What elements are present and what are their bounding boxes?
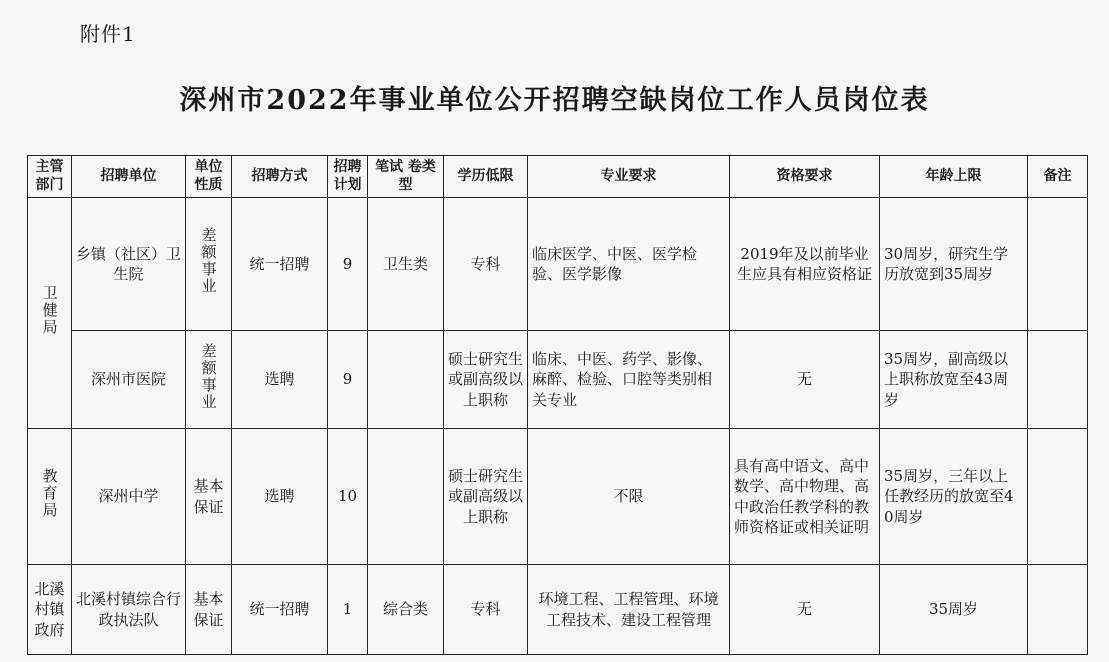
header-dept: 主管部门 — [28, 156, 72, 198]
cell-plan: 10 — [328, 429, 368, 565]
cell-age: 35周岁，三年以上任教经历的放宽至40周岁 — [880, 429, 1028, 565]
cell-age: 35周岁，副高级以上职称放宽至43周岁 — [880, 331, 1028, 429]
cell-education: 专科 — [444, 198, 528, 331]
cell-exam-type — [368, 429, 444, 565]
header-method: 招聘方式 — [232, 156, 328, 198]
cell-nature: 基本保证 — [186, 429, 232, 565]
attachment-label: 附件1 — [80, 22, 136, 46]
cell-age: 30周岁，研究生学历放宽到35周岁 — [880, 198, 1028, 331]
cell-method: 统一招聘 — [232, 565, 328, 655]
cell-note — [1028, 331, 1088, 429]
cell-dept: 教育局 — [28, 429, 72, 565]
header-qualification: 资格要求 — [730, 156, 880, 198]
cell-education: 专科 — [444, 565, 528, 655]
cell-plan: 9 — [328, 331, 368, 429]
cell-method: 选聘 — [232, 429, 328, 565]
cell-dept: 北溪村镇政府 — [28, 565, 72, 655]
cell-age: 35周岁 — [880, 565, 1028, 655]
cell-education: 硕士研究生或副高级以上职称 — [444, 429, 528, 565]
cell-plan: 9 — [328, 198, 368, 331]
cell-exam-type — [368, 331, 444, 429]
cell-major: 临床医学、中医、医学检验、医学影像 — [528, 198, 730, 331]
cell-qualification: 2019年及以前毕业生应具有相应资格证 — [730, 198, 880, 331]
cell-qualification: 无 — [730, 565, 880, 655]
cell-nature: 差额事业 — [186, 198, 232, 331]
cell-education: 硕士研究生或副高级以上职称 — [444, 331, 528, 429]
cell-dept: 卫健局 — [28, 198, 72, 429]
cell-unit: 深州市医院 — [72, 331, 186, 429]
table-row — [28, 331, 1088, 429]
table-row — [28, 198, 1088, 331]
table-row — [28, 565, 1088, 655]
cell-nature: 基本保证 — [186, 565, 232, 655]
cell-exam-type: 卫生类 — [368, 198, 444, 331]
cell-unit: 北溪村镇综合行政执法队 — [72, 565, 186, 655]
cell-unit: 深州中学 — [72, 429, 186, 565]
table-header-row — [28, 156, 1088, 198]
cell-major: 临床、中医、药学、影像、麻醉、检验、口腔等类别相关专业 — [528, 331, 730, 429]
cell-method: 选聘 — [232, 331, 328, 429]
cell-exam-type: 综合类 — [368, 565, 444, 655]
cell-nature: 差额事业 — [186, 331, 232, 429]
cell-major: 环境工程、工程管理、环境工程技术、建设工程管理 — [528, 565, 730, 655]
cell-note — [1028, 565, 1088, 655]
header-education: 学历低限 — [444, 156, 528, 198]
header-nature: 单位性质 — [186, 156, 232, 198]
cell-note — [1028, 429, 1088, 565]
header-plan: 招聘计划 — [328, 156, 368, 198]
cell-qualification: 无 — [730, 331, 880, 429]
page-title: 深州市2022年事业单位公开招聘空缺岗位工作人员岗位表 — [179, 85, 930, 116]
header-exam-type: 笔试 卷类型 — [368, 156, 444, 198]
cell-method: 统一招聘 — [232, 198, 328, 331]
header-age: 年龄上限 — [880, 156, 1028, 198]
cell-qualification: 具有高中语文、高中数学、高中物理、高中政治任教学科的教师资格证或相关证明 — [730, 429, 880, 565]
cell-plan: 1 — [328, 565, 368, 655]
header-unit: 招聘单位 — [72, 156, 186, 198]
position-table — [27, 155, 1088, 655]
cell-note — [1028, 198, 1088, 331]
table-row — [28, 429, 1088, 565]
header-major: 专业要求 — [528, 156, 730, 198]
header-note: 备注 — [1028, 156, 1088, 198]
cell-unit: 乡镇（社区）卫生院 — [72, 198, 186, 331]
cell-major: 不限 — [528, 429, 730, 565]
